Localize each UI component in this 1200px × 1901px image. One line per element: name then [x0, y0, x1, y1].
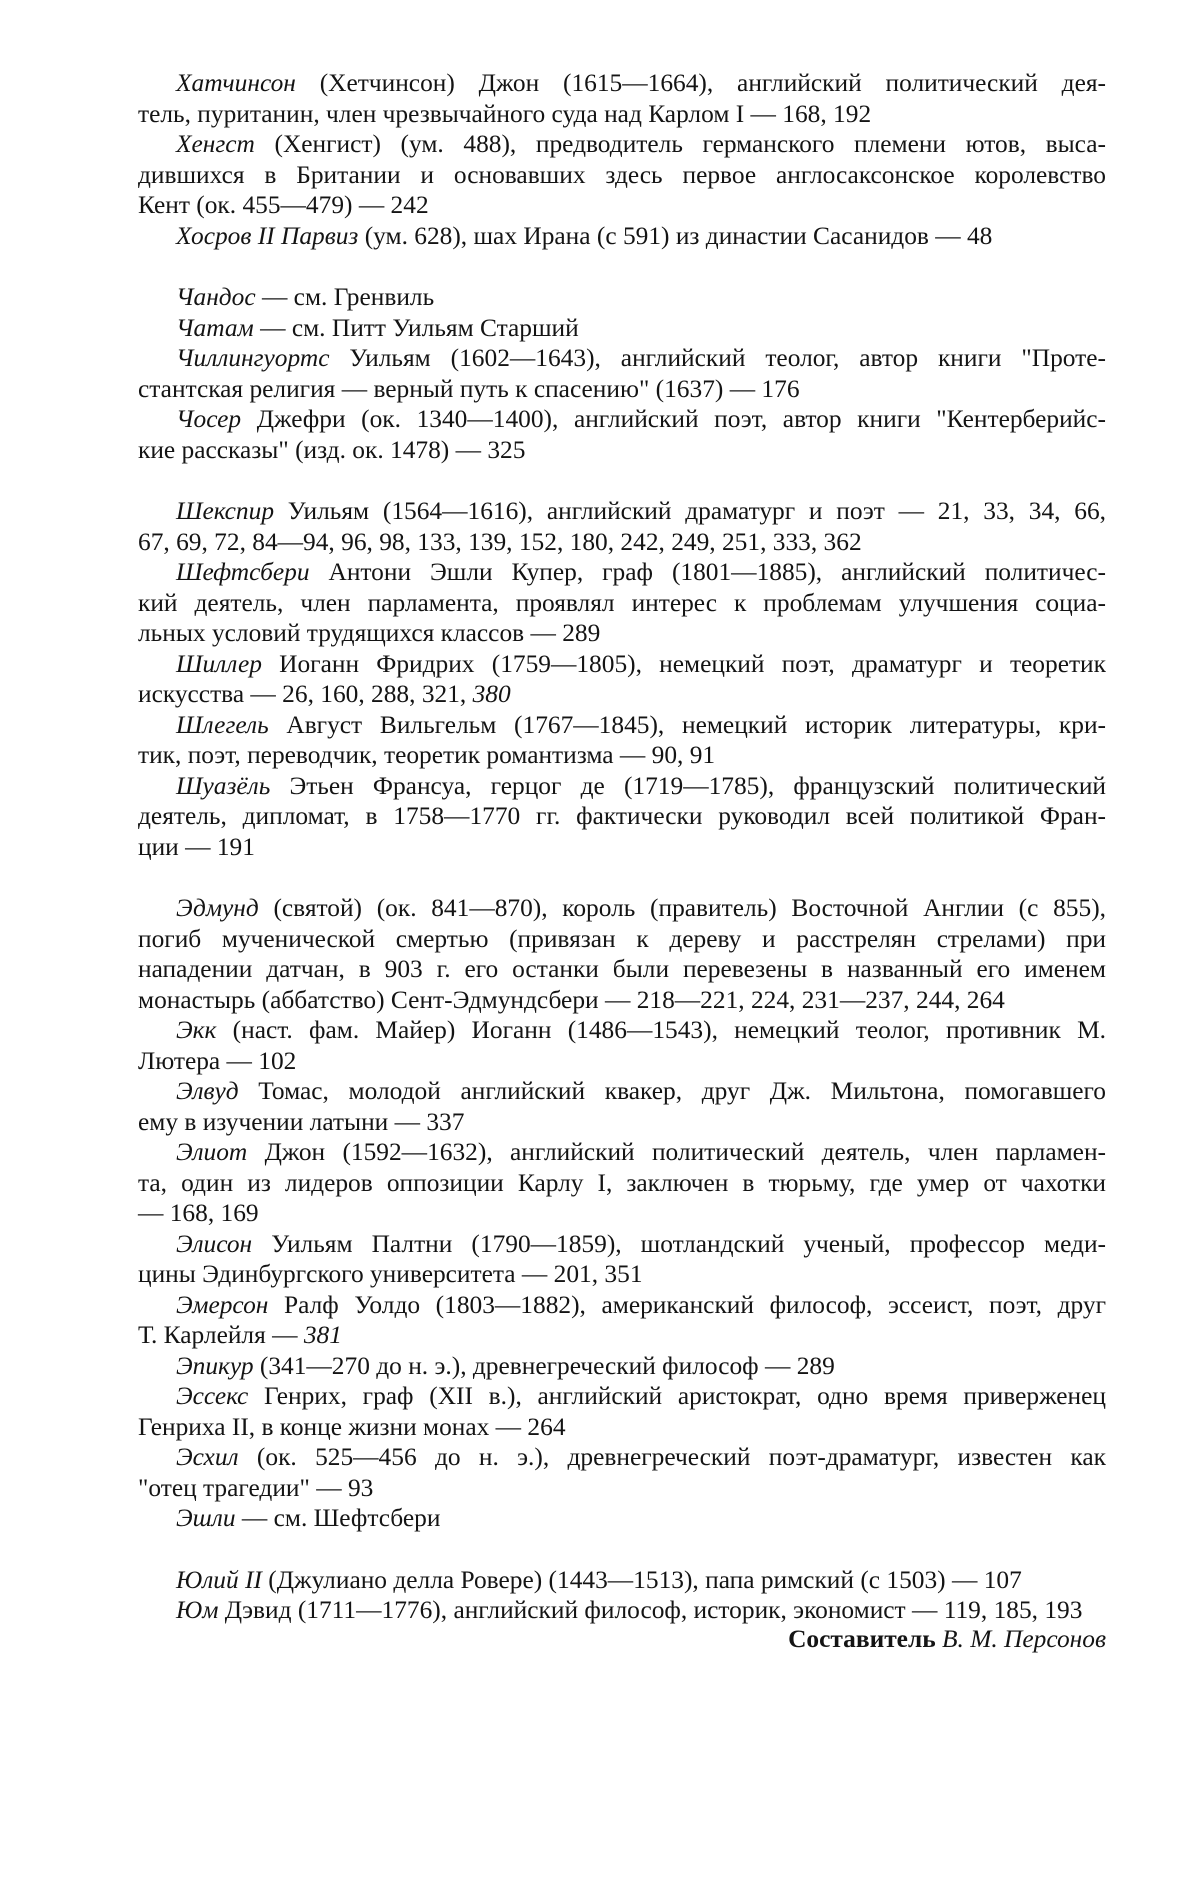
index-entry	[138, 68, 1106, 129]
entry-text: Лютера — 102	[138, 1046, 297, 1075]
entry-text: (святой) (ок. 841—870), король (правитель) Восточной Англии (с 855),	[258, 894, 1106, 922]
entry-text: Уильям (1564—1616), английский драматург и поэт — 21, 33, 34, 66,	[274, 497, 1106, 525]
entry-name: Эшли	[176, 1504, 236, 1532]
entry-text: тик, поэт, переводчик, теоретик романтизма — 90, 91	[138, 741, 716, 769]
entry-text: Джефри (ок. 1340—1400), английский поэт, автор книги "Кентерберийс-	[241, 405, 1106, 433]
entry-text: стантская религия — верный путь к спасению" (1637) — 176	[138, 374, 800, 403]
entry-text: Дэвид (1711—1776), английский философ, историк, экономист — 119, 185, 193	[218, 1596, 1083, 1624]
index-entry	[138, 343, 1106, 404]
entry-name: Хатчинсон	[176, 69, 296, 97]
entry-text: 67, 69, 72, 84—94, 96, 98, 133, 139, 152, 180, 242, 249, 251, 333, 362	[138, 527, 862, 556]
entry-text: монастырь (аббатство) Сент-Эдмундсбери — 218—221, 224, 231—237, 244, 264	[138, 985, 1005, 1014]
entry-text: искусства — 26, 160, 288, 321,	[138, 680, 473, 708]
entry-name: Эдмунд	[176, 894, 259, 922]
entry-name: Хосров II Парвиз	[176, 221, 359, 250]
index-entry	[138, 496, 1106, 557]
entry-text: — 168, 169	[138, 1199, 259, 1227]
entry-text: (наст. фам. Майер) Иоганн (1486—1543), немецкий теолог, противник М.	[216, 1016, 1106, 1044]
entry-text: Антони Эшли Купер, граф (1801—1885), английский политичес-	[309, 558, 1106, 586]
entry-text: деятель, дипломат, в 1758—1770 гг. фактически руководил всей политикой Фран-	[138, 802, 1106, 830]
index-entry	[138, 129, 1106, 221]
section-gap	[138, 862, 1106, 893]
index-entry	[138, 649, 1106, 710]
index-entry	[138, 557, 1106, 649]
entry-name: Эмерсон	[176, 1290, 269, 1319]
entry-text: (Джулиано делла Ровере) (1443—1513), папа римский (с 1503) — 107	[261, 1565, 1022, 1594]
entry-text: дившихся в Британии и основавших здесь первое англосаксонское королевство	[138, 160, 1106, 189]
entry-name: Элвуд	[176, 1077, 239, 1105]
entry-text: (341—270 до н. э.), древнегреческий философ — 289	[253, 1351, 835, 1380]
index-entry	[138, 771, 1106, 863]
entry-text: ему в изучении латыни — 337	[138, 1107, 465, 1136]
entry-name: Эссекс	[176, 1382, 249, 1410]
entry-text: (ум. 628), шах Ирана (с 591) из династии Сасанидов — 48	[358, 221, 993, 250]
index-entry	[138, 1015, 1106, 1076]
section-gap	[138, 1534, 1106, 1565]
entry-name: Шлегель	[176, 710, 269, 739]
index-entry	[138, 1442, 1106, 1503]
entry-name: Чатам	[176, 313, 254, 342]
entry-name: Шефтсбери	[176, 558, 310, 586]
index-entry	[138, 404, 1106, 465]
entry-text: Томас, молодой английский квакер, друг Дж. Мильтона, помогавшего	[238, 1077, 1106, 1105]
entry-text: (ок. 525—456 до н. э.), древнегреческий поэт-драматург, известен как	[238, 1443, 1106, 1471]
index-entry	[138, 1565, 1106, 1596]
entry-text: (Хенгист) (ум. 488), предводитель германского племени ютов, выса-	[254, 130, 1106, 158]
entry-text: льных условий трудящихся классов — 289	[138, 619, 601, 647]
entry-text: Август Вильгельм (1767—1845), немецкий историк литературы, кри-	[268, 710, 1106, 739]
entry-text: Уильям Палтни (1790—1859), шотландский ученый, профессор меди-	[252, 1229, 1106, 1258]
entry-name: Эсхил	[176, 1443, 239, 1471]
entry-text: кие рассказы" (изд. ок. 1478) — 325	[138, 435, 526, 464]
index-entry	[138, 221, 1106, 252]
entry-text: Генриха II, в конце жизни монах — 264	[138, 1412, 566, 1441]
entry-page-italic: 381	[303, 1321, 342, 1349]
entry-name: Эпикур	[176, 1351, 254, 1380]
section-gap	[138, 465, 1106, 496]
entry-name: Чандос	[176, 283, 256, 311]
index-entry	[138, 710, 1106, 771]
entry-name: Элиот	[176, 1138, 248, 1166]
entry-text: Уильям (1602—1643), английский теолог, автор книги "Проте-	[329, 344, 1106, 372]
entry-text: кий деятель, член парламента, проявлял интерес к проблемам улучшения социа-	[138, 588, 1106, 617]
entry-text: нападении датчан, в 903 г. его останки были перевезены в названный его именем	[138, 955, 1106, 983]
entry-name: Чосер	[176, 405, 242, 433]
index-entry	[138, 1137, 1106, 1229]
index-entry	[138, 1076, 1106, 1137]
entry-text: — см. Питт Уильям Старший	[253, 313, 579, 342]
entry-name: Экк	[176, 1016, 217, 1044]
entry-page-italic: 380	[472, 680, 511, 708]
entry-name: Шуазёль	[176, 771, 271, 800]
index-entry	[138, 313, 1106, 344]
entry-text: погиб мученической смертью (привязан к дереву и расстрелян стрелами) при	[138, 924, 1106, 953]
entry-text: (Хетчинсон) Джон (1615—1664), английский политический дея-	[295, 69, 1106, 97]
section-gap	[138, 251, 1106, 282]
entry-text: Т. Карлейля —	[138, 1321, 304, 1349]
index-entry	[138, 1229, 1106, 1290]
entry-text: Ралф Уолдо (1803—1882), американский философ, эссеист, поэт, друг	[268, 1290, 1106, 1319]
index-entry	[138, 1290, 1106, 1351]
entry-text: Этьен Франсуа, герцог де (1719—1785), французский политический	[270, 771, 1106, 800]
index-entry	[138, 893, 1106, 1015]
entry-name: Шиллер	[176, 649, 262, 678]
entry-text: Кент (ок. 455—479) — 242	[138, 191, 429, 219]
index-entry	[138, 1503, 1106, 1534]
compiler-name: В. М. Персонов	[942, 1625, 1106, 1653]
entry-text: Джон (1592—1632), английский политический деятель, член парламен-	[247, 1138, 1106, 1166]
compiler-label: Составитель	[788, 1625, 936, 1653]
entry-text: Иоганн Фридрих (1759—1805), немецкий поэт, драматург и теоретик	[261, 649, 1106, 678]
entry-text: та, один из лидеров оппозиции Карлу I, заключен в тюрьму, где умер от чахотки	[138, 1168, 1106, 1197]
entry-text: ции — 191	[138, 832, 255, 861]
index-entry	[138, 1381, 1106, 1442]
entry-name: Юм	[176, 1596, 219, 1624]
entry-text: Генрих, граф (XII в.), английский аристократ, одно время приверженец	[248, 1382, 1106, 1410]
entry-name: Элисон	[176, 1229, 253, 1258]
entry-name: Хенгст	[176, 130, 255, 158]
index-entry	[138, 1595, 1106, 1626]
entry-text: тель, пуританин, член чрезвычайного суда над Карлом I — 168, 192	[138, 99, 872, 128]
entry-text: цины Эдинбургского университета — 201, 351	[138, 1260, 643, 1288]
compiler-signature	[788, 1625, 1106, 1654]
entry-text: — см. Шефтсбери	[235, 1504, 441, 1532]
entry-text: "отец трагедии" — 93	[138, 1473, 374, 1502]
index-entry	[138, 1351, 1106, 1382]
entry-name: Чиллингуортс	[176, 344, 330, 372]
entry-text: — см. Гренвиль	[255, 283, 435, 311]
index-entry	[138, 282, 1106, 313]
entry-name: Юлий II	[176, 1565, 262, 1594]
entry-name: Шекспир	[176, 497, 275, 525]
index-page	[138, 68, 1106, 1626]
